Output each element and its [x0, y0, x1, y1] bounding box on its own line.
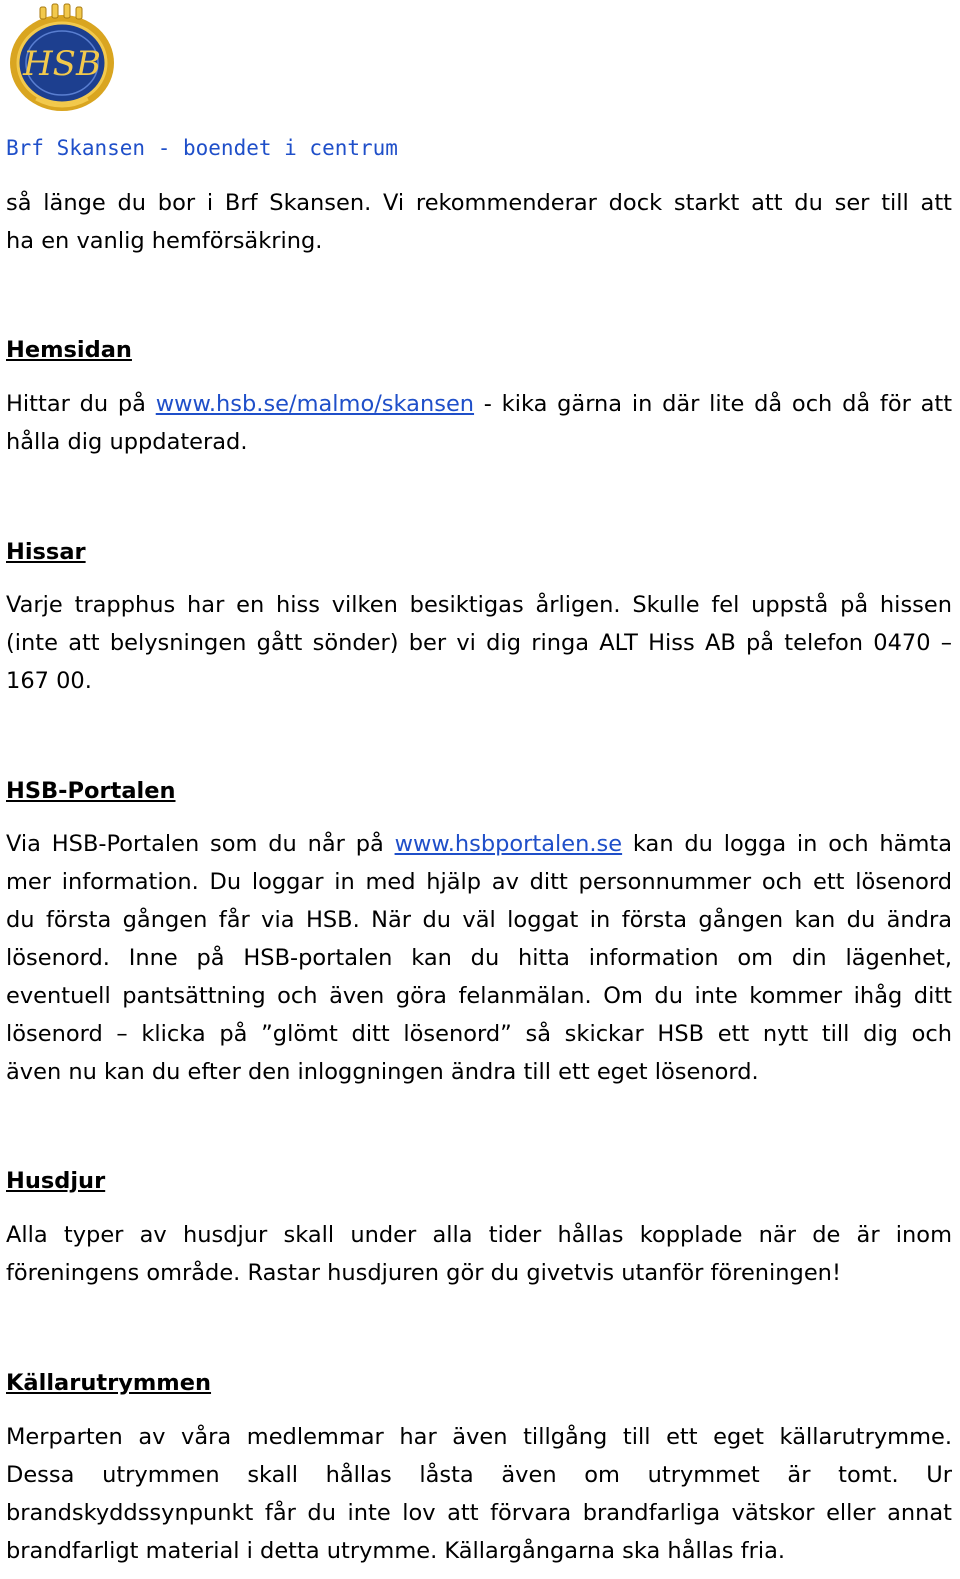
portalen-line-3: du första gången får via HSB. När du väl loggat in första gången kan du ändra: [6, 907, 952, 933]
hemsidan-text-after: - kika gärna in där lite då och då för att: [474, 391, 953, 417]
husdjur-line-2: föreningens område. Rastar husdjuren gör du givetvis utanför föreningen!: [6, 1260, 841, 1286]
intro-paragraph: [6, 184, 952, 260]
hemsidan-paragraph: [6, 385, 952, 461]
portalen-line-6: lösenord – klicka på ”glömt ditt lösenord” så skickar HSB ett nytt till dig och: [6, 1021, 952, 1047]
hemsidan-line-2: hålla dig uppdaterad.: [6, 429, 248, 455]
hemsidan-link[interactable]: www.hsb.se/malmo/skansen: [155, 391, 475, 417]
hissar-line-2: (inte att belysningen gått sönder) ber vi dig ringa ALT Hiss AB på telefon 0470 –: [6, 630, 952, 656]
portalen-paragraph: [6, 825, 952, 1091]
heading-hissar: Hissar: [6, 539, 86, 565]
hissar-line-1: Varje trapphus har en hiss vilken besiktigas årligen. Skulle fel uppstå på hissen: [6, 592, 952, 618]
husdjur-paragraph: [6, 1216, 952, 1292]
kallar-line-2: Dessa utrymmen skall hållas låsta även om utrymmet är tomt. Ur: [6, 1462, 952, 1488]
kallar-paragraph: [6, 1418, 952, 1570]
intro-line-1: så länge du bor i Brf Skansen. Vi rekommenderar dock starkt att du ser till att: [6, 190, 952, 216]
kallar-line-3: brandskyddssynpunkt får du inte lov att förvara brandfarliga vätskor eller annat: [6, 1500, 952, 1526]
document-subtitle: Brf Skansen - boendet i centrum: [6, 136, 398, 160]
kallar-line-4: brandfarligt material i detta utrymme. Källargångarna ska hållas fria.: [6, 1538, 786, 1564]
hissar-line-3: 167 00.: [6, 668, 92, 694]
portalen-line-4: lösenord. Inne på HSB-portalen kan du hitta information om din lägenhet,: [6, 945, 952, 971]
heading-husdjur: Husdjur: [6, 1168, 106, 1194]
portalen-line-5: eventuell pantsättning och även göra felanmälan. Om du inte kommer ihåg ditt: [6, 983, 952, 1009]
heading-hemsidan: Hemsidan: [6, 337, 132, 363]
portalen-line-7: även nu kan du efter den inloggningen ändra till ett eget lösenord.: [6, 1059, 759, 1085]
hsb-logo: [6, 3, 118, 115]
portalen-text-before: Via HSB-Portalen som du når på: [6, 831, 395, 857]
hemsidan-text-before: Hittar du på: [6, 391, 156, 417]
husdjur-line-1: Alla typer av husdjur skall under alla tider hållas kopplade när de är inom: [6, 1222, 952, 1248]
portalen-link[interactable]: www.hsbportalen.se: [394, 831, 623, 857]
logo-text: HSB: [23, 44, 101, 84]
kallar-line-1: Merparten av våra medlemmar har även tillgång till ett eget källarutrymme.: [6, 1424, 952, 1450]
hissar-paragraph: [6, 586, 952, 700]
portalen-line-1: [6, 825, 952, 863]
hemsidan-line-1: [6, 385, 952, 423]
heading-hsb-portalen: HSB-Portalen: [6, 778, 176, 804]
portalen-text-after: kan du logga in och hämta: [622, 831, 952, 857]
portalen-line-2: mer information. Du loggar in med hjälp av ditt personnummer och ett lösenord: [6, 869, 952, 895]
heading-kallarutrymmen: Källarutrymmen: [6, 1370, 212, 1396]
intro-line-2: ha en vanlig hemförsäkring.: [6, 228, 323, 254]
